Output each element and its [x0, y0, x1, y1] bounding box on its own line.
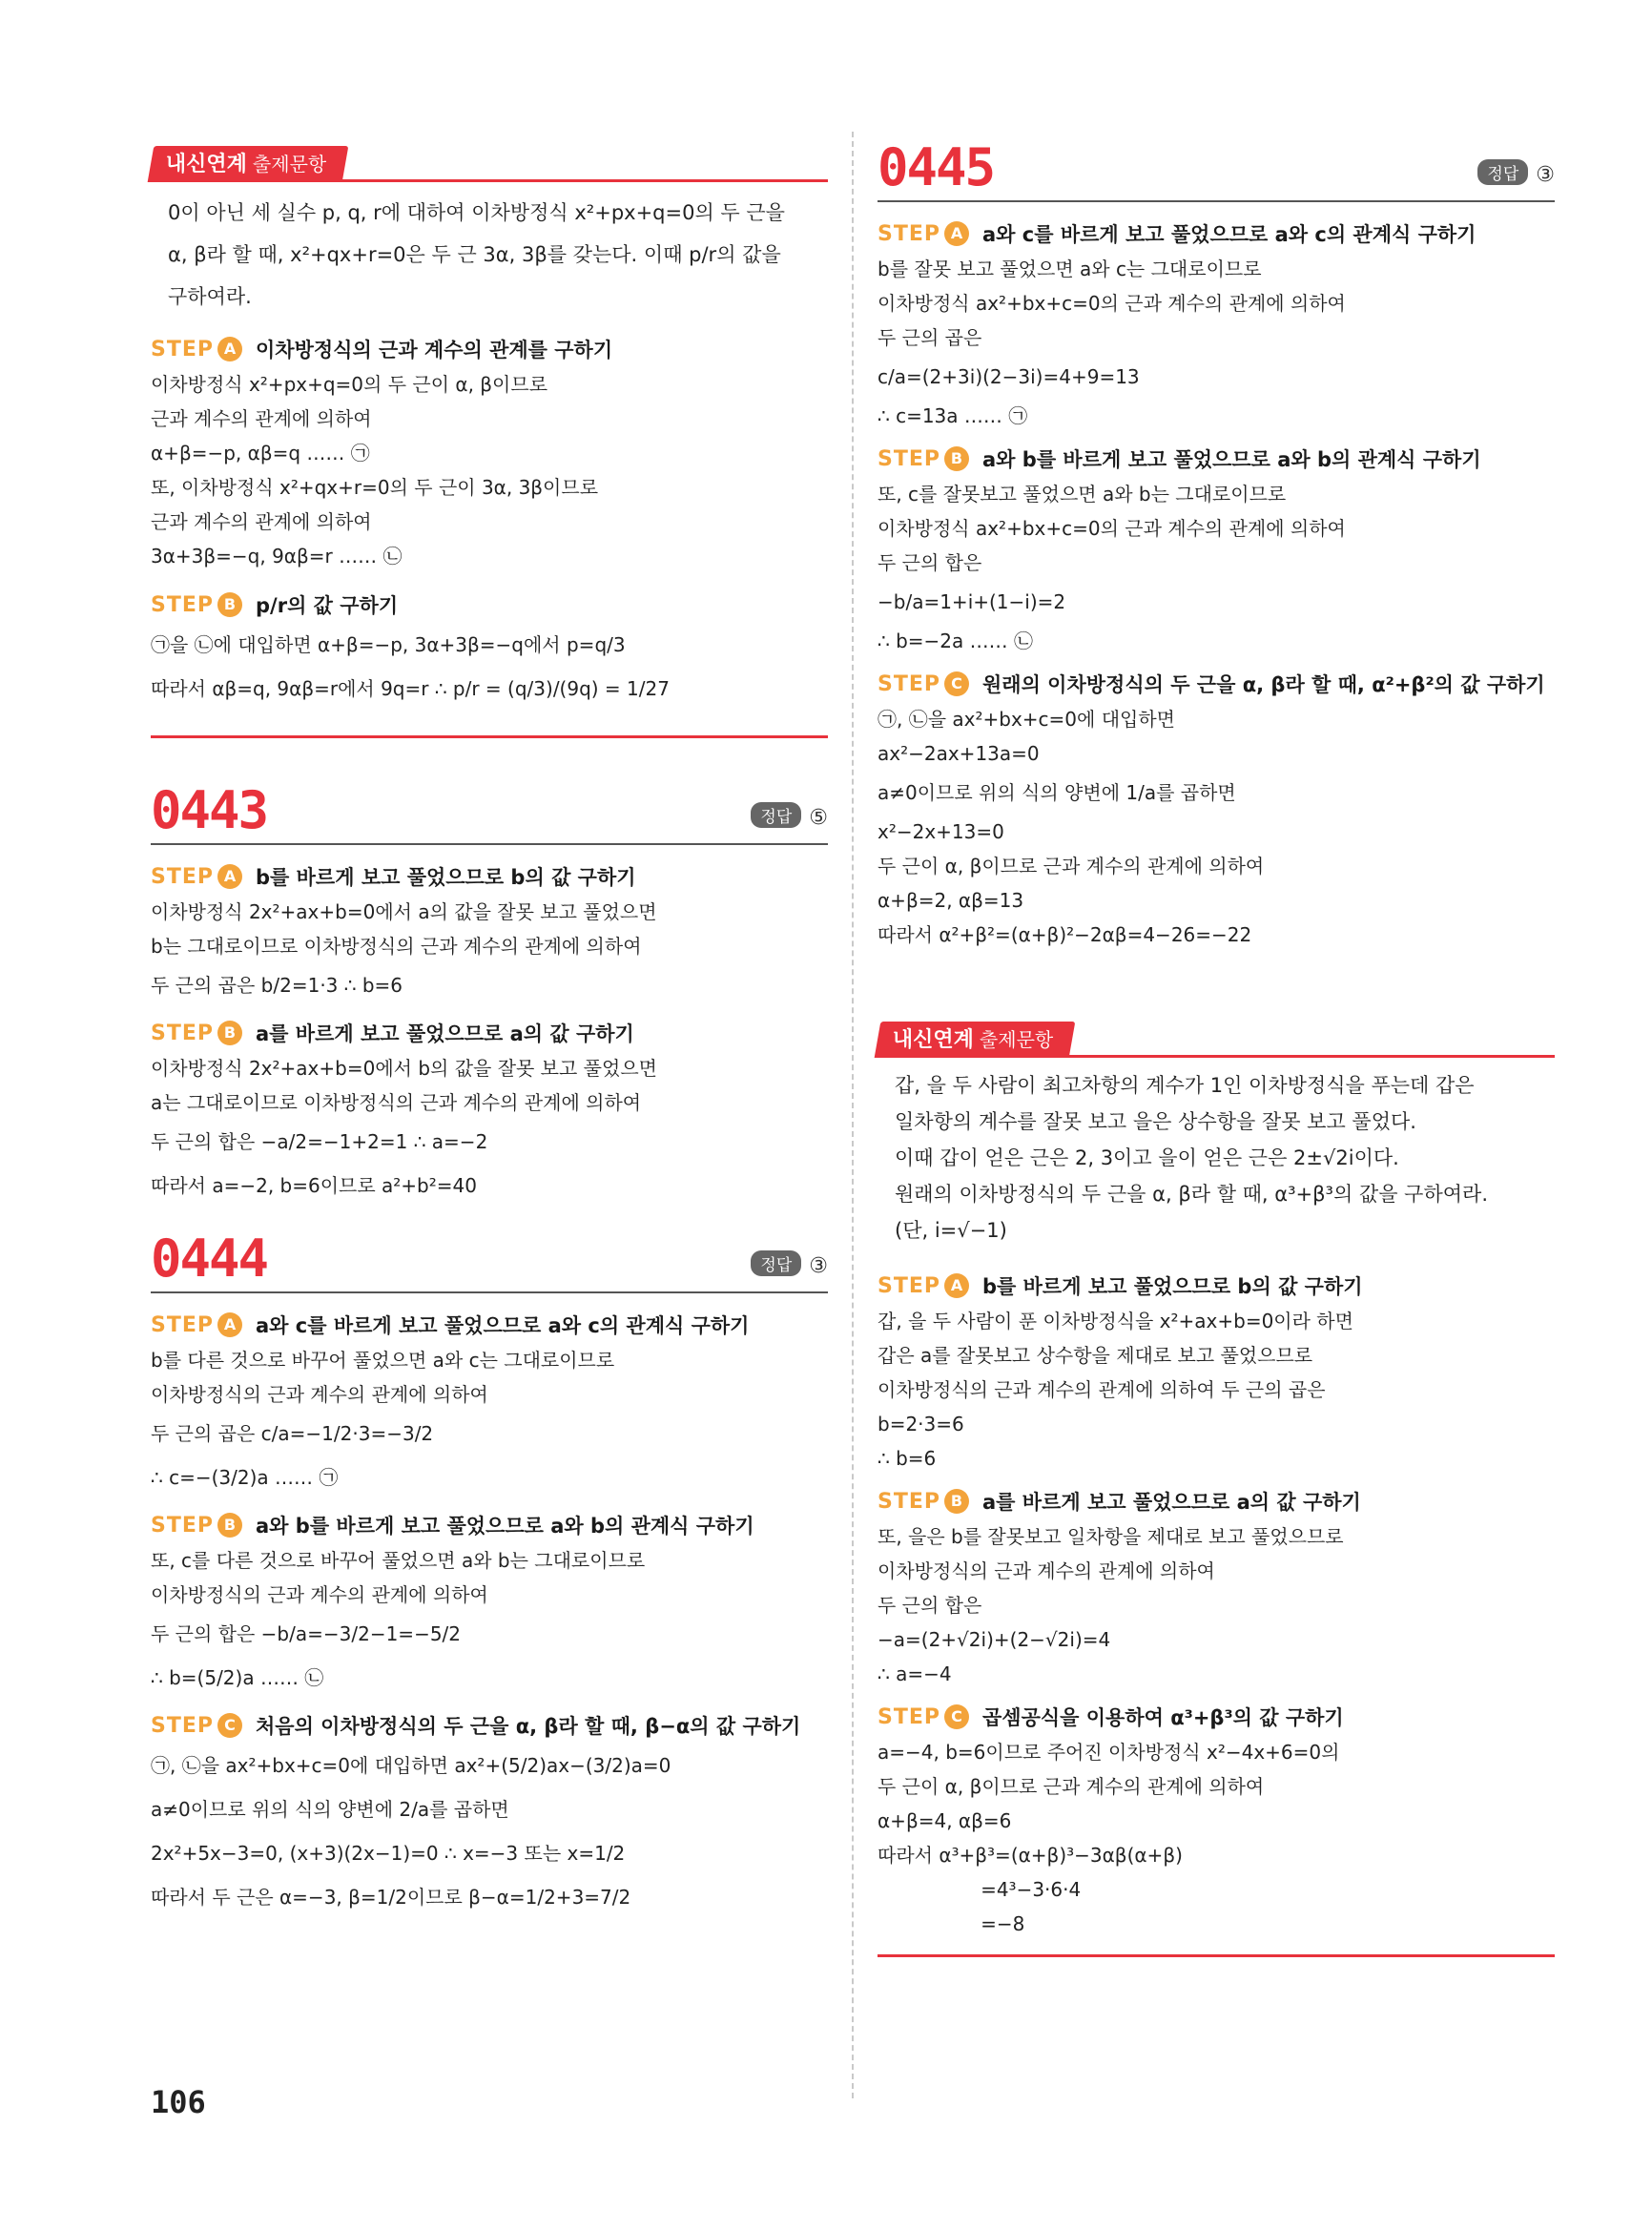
solution-line: ∴ b=−2a …… ㉡ — [878, 630, 1033, 652]
solution-line: α+β=4, αβ=6 — [878, 1809, 1012, 1832]
solution-line: b를 다른 것으로 바꾸어 풀었으면 a와 c는 그대로이므로 — [151, 1349, 615, 1372]
solution-line: x²−2x+13=0 — [878, 820, 1004, 843]
step-header: STEP C 곱셈공식을 이용하여 α³+β³의 값 구하기 — [878, 1704, 1344, 1729]
step-header: STEP B p/r의 값 구하기 — [151, 592, 399, 617]
solution-line: 이차방정식의 근과 계수의 관계에 의하여 — [151, 1383, 488, 1406]
solution-line: 갑, 을 두 사람이 푼 이차방정식을 x²+ax+b=0이라 하면 — [878, 1310, 1353, 1332]
solution-line: 따라서 α²+β²=(α+β)²−2αβ=4−26=−22 — [878, 923, 1252, 946]
solution-line: 두 근의 합은 — [878, 551, 982, 574]
solution-line: 이차방정식 x²+px+q=0의 두 근이 α, β이므로 — [151, 373, 548, 396]
solution-line: 두 근의 곱은 b/2=1·3 ∴ b=6 — [151, 974, 403, 997]
solution-line: 근과 계수의 관계에 의하여 — [151, 407, 372, 430]
solution-line: ㉠을 ㉡에 대입하면 α+β=−p, 3α+3β=−q에서 p=q/3 — [151, 633, 626, 656]
solution-line: ∴ b=(5/2)a …… ㉡ — [151, 1666, 324, 1689]
solution-line: 이차방정식의 근과 계수의 관계에 의하여 — [151, 1583, 488, 1606]
solution-line: −a=(2+√2i)+(2−√2i)=4 — [878, 1628, 1111, 1651]
solution-line: ∴ b=6 — [878, 1447, 937, 1470]
section-end-rule — [878, 1954, 1555, 1957]
solution-line: α+β=2, αβ=13 — [878, 889, 1024, 912]
box-tag: 내신연계 출제문항 — [875, 1022, 1076, 1058]
solution-line: 이차방정식의 근과 계수의 관계에 의하여 두 근의 곱은 — [878, 1378, 1326, 1401]
solution-line: 이차방정식 ax²+bx+c=0의 근과 계수의 관계에 의하여 — [878, 292, 1346, 315]
step-header: STEP A a와 c를 바르게 보고 풀었으므로 a와 c의 관계식 구하기 — [151, 1312, 750, 1337]
problem-number: 0445 — [878, 137, 995, 197]
solution-line: 두 근의 곱은 — [878, 326, 982, 349]
page-number: 106 — [151, 2084, 206, 2120]
step-header: STEP C 처음의 이차방정식의 두 근을 α, β라 할 때, β−α의 값 구하기 — [151, 1713, 801, 1738]
solution-line: 두 근의 합은 — [878, 1594, 982, 1617]
box-tag: 내신연계 출제문항 — [148, 146, 349, 182]
solution-line: 또, c를 다른 것으로 바꾸어 풀었으면 a와 b는 그대로이므로 — [151, 1549, 646, 1572]
solution-line: 갑은 a를 잘못보고 상수항을 제대로 보고 풀었으므로 — [878, 1344, 1313, 1367]
answer: 정답 ⑤ — [751, 802, 828, 830]
section-end-rule — [151, 735, 828, 738]
step-header: STEP A b를 바르게 보고 풀었으므로 b의 값 구하기 — [151, 864, 636, 889]
solution-line: ㉠, ㉡을 ax²+bx+c=0에 대입하면 — [878, 708, 1175, 731]
left-column — [151, 134, 828, 1919]
answer: 정답 ③ — [1477, 159, 1555, 187]
solution-line: 근과 계수의 관계에 의하여 — [151, 510, 372, 533]
solution-line: b를 잘못 보고 풀었으면 a와 c는 그대로이므로 — [878, 258, 1262, 280]
solution-line: 따라서 두 근은 α=−3, β=1/2이므로 β−α=1/2+3=7/2 — [151, 1886, 631, 1909]
solution-line: ㉠, ㉡을 ax²+bx+c=0에 대입하면 ax²+(5/2)ax−(3/2)a=0 — [151, 1754, 671, 1777]
solution-line: 이차방정식 2x²+ax+b=0에서 a의 값을 잘못 보고 풀었으면 — [151, 900, 657, 923]
solution-line: a≠0이므로 위의 식의 양변에 1/a를 곱하면 — [878, 781, 1236, 804]
solution-line: 또, 을은 b를 잘못보고 일차항을 제대로 보고 풀었으므로 — [878, 1525, 1344, 1548]
solution-line: 두 근의 합은 −a/2=−1+2=1 ∴ a=−2 — [151, 1130, 488, 1153]
step-header: STEP A a와 c를 바르게 보고 풀었으므로 a와 c의 관계식 구하기 — [878, 221, 1476, 246]
step-header: STEP A b를 바르게 보고 풀었으므로 b의 값 구하기 — [878, 1273, 1363, 1298]
solution-line: b는 그대로이므로 이차방정식의 근과 계수의 관계에 의하여 — [151, 935, 642, 958]
solution-line: 이차방정식 2x²+ax+b=0에서 b의 값을 잘못 보고 풀었으면 — [151, 1057, 657, 1080]
solution-line: 또, 이차방정식 x²+qx+r=0의 두 근이 3α, 3β이므로 — [151, 476, 599, 499]
solution-line: =−8 — [878, 1912, 1025, 1935]
solution-line: 따라서 α³+β³=(α+β)³−3αβ(α+β) — [878, 1844, 1183, 1867]
solution-line: 2x²+5x−3=0, (x+3)(2x−1)=0 ∴ x=−3 또는 x=1/2 — [151, 1842, 626, 1865]
solution-line: ∴ c=13a …… ㉠ — [878, 404, 1028, 427]
problem-header-0443 — [151, 776, 828, 845]
solution-line: 두 근이 α, β이므로 근과 계수의 관계에 의하여 — [878, 855, 1265, 878]
solution-line: =4³−3·6·4 — [878, 1878, 1082, 1901]
solution-line: ax²−2ax+13a=0 — [878, 742, 1040, 765]
problem-header-0445 — [878, 134, 1555, 202]
step-header: STEP A 이차방정식의 근과 계수의 관계를 구하기 — [151, 337, 613, 361]
solution-line: 따라서 a=−2, b=6이므로 a²+b²=40 — [151, 1174, 477, 1197]
solution-line: 또, c를 잘못보고 풀었으면 a와 b는 그대로이므로 — [878, 483, 1287, 506]
step-header: STEP C 원래의 이차방정식의 두 근을 α, β라 할 때, α²+β²의 값 구하기 — [878, 671, 1545, 696]
problem-header-0444 — [151, 1225, 828, 1293]
solution-line: 두 근이 α, β이므로 근과 계수의 관계에 의하여 — [878, 1775, 1265, 1798]
solution-line: 이차방정식의 근과 계수의 관계에 의하여 — [878, 1559, 1215, 1582]
solution-line: −b/a=1+i+(1−i)=2 — [878, 590, 1066, 613]
solution-line: α+β=−p, αβ=q …… ㉠ — [151, 442, 370, 465]
problem-number: 0444 — [151, 1229, 268, 1289]
solution-line: 따라서 αβ=q, 9αβ=r에서 9q=r ∴ p/r = (q/3)/(9q) = 1/27 — [151, 677, 670, 700]
step-header: STEP B a를 바르게 보고 풀었으므로 a의 값 구하기 — [151, 1021, 634, 1045]
solution-line: ∴ a=−4 — [878, 1662, 952, 1685]
step-header: STEP B a를 바르게 보고 풀었으므로 a의 값 구하기 — [878, 1489, 1361, 1514]
solution-line: 두 근의 합은 −b/a=−3/2−1=−5/2 — [151, 1622, 462, 1645]
solution-line: b=2·3=6 — [878, 1413, 964, 1435]
right-column — [878, 134, 1555, 1995]
step-header: STEP B a와 b를 바르게 보고 풀었으므로 a와 b의 관계식 구하기 — [878, 446, 1481, 471]
box-header — [151, 134, 828, 182]
solution-line: 두 근의 곱은 c/a=−1/2·3=−3/2 — [151, 1422, 434, 1445]
box-problem: 0이 아닌 세 실수 p, q, r에 대하여 이차방정식 x²+px+q=0의 두 근을 α, β라 할 때, x²+qx+r=0은 두 근 3α, 3β를 갖는다. 이때 p/r의 값을 구하여라. — [168, 201, 785, 308]
solution-line: ∴ c=−(3/2)a …… ㉠ — [151, 1466, 339, 1489]
problem-number: 0443 — [151, 780, 268, 840]
solution-line: a=−4, b=6이므로 주어진 이차방정식 x²−4x+6=0의 — [878, 1741, 1340, 1764]
solution-line: a≠0이므로 위의 식의 양변에 2/a를 곱하면 — [151, 1798, 509, 1821]
solution-line: 3α+3β=−q, 9αβ=r …… ㉡ — [151, 545, 403, 568]
box-problem: 갑, 을 두 사람이 최고차항의 계수가 1인 이차방정식을 푸는데 갑은 일차항의 계수를 잘못 보고 을은 상수항을 잘못 보고 풀었다. 이때 갑이 얻은 근은 2, 3이고 을이 얻은 근은 2±√2i이다. 원래의 이차방정식의 두 근을 α, β라 할 때, α³+β³의 값을 구하여라. (단, i=√−1) — [895, 1074, 1488, 1242]
solution-line: c/a=(2+3i)(2−3i)=4+9=13 — [878, 365, 1140, 388]
step-header: STEP B a와 b를 바르게 보고 풀었으므로 a와 b의 관계식 구하기 — [151, 1513, 754, 1538]
solution-line: 이차방정식 ax²+bx+c=0의 근과 계수의 관계에 의하여 — [878, 517, 1346, 540]
solution-line: a는 그대로이므로 이차방정식의 근과 계수의 관계에 의하여 — [151, 1091, 642, 1114]
box-header — [878, 1009, 1555, 1058]
column-divider — [852, 132, 854, 2098]
answer: 정답 ③ — [751, 1250, 828, 1278]
